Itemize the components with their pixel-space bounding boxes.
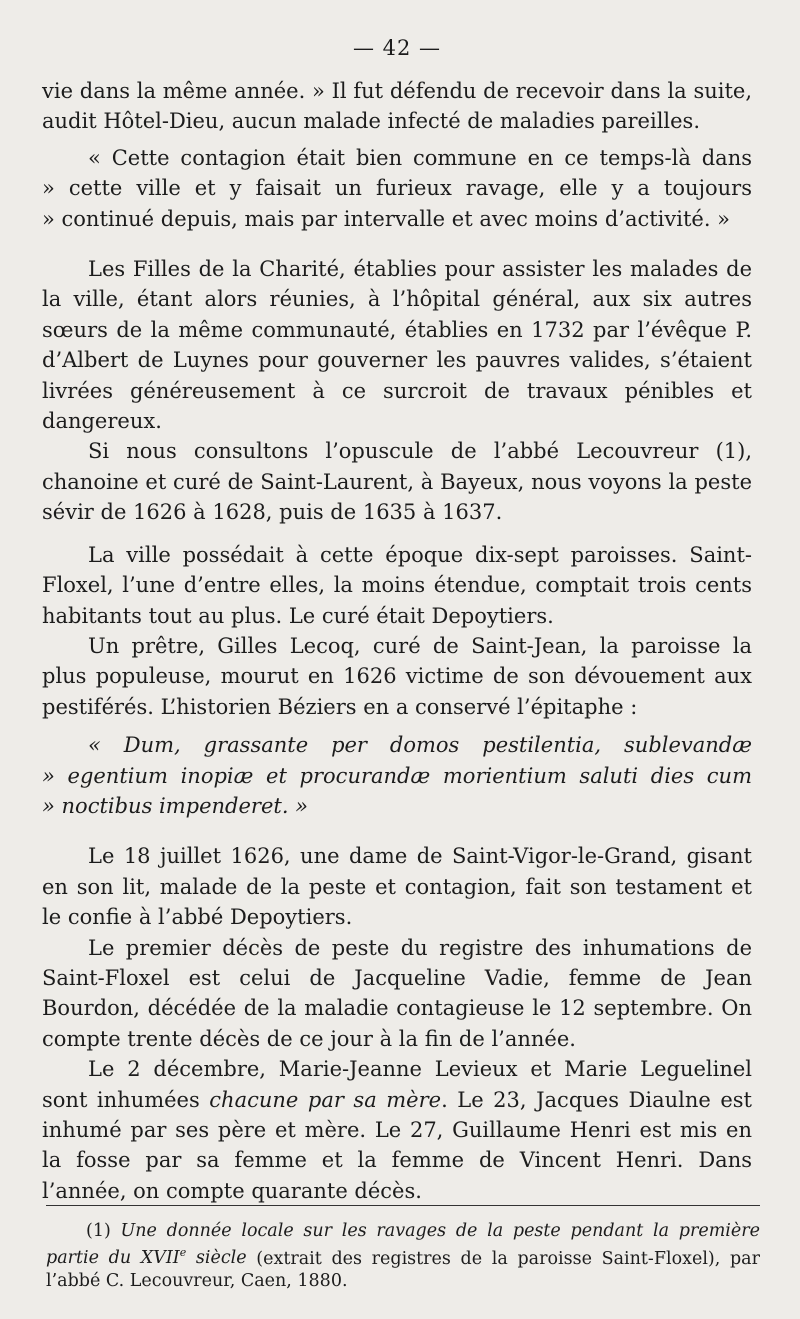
paragraph-continuation: vie dans la même année. » Il fut défendu de recevoir dans la suite, audit Hôtel-Dieu, aucun malade infecté de maladies pareilles. xyxy=(42,79,752,134)
quote-line: » continué depuis, mais par intervalle et avec moins d’activité. » xyxy=(42,206,731,231)
footnote-superscript: e xyxy=(179,1246,187,1260)
quote-line: » noctibus impenderet. » xyxy=(42,793,309,818)
quote-line: « Cette contagion était bien commune en ce temps-là dans xyxy=(88,145,752,170)
quote-line: » cette ville et y faisait un furieux ravage, elle y a toujours xyxy=(42,176,752,201)
footnote-title-text: siècle xyxy=(186,1248,247,1269)
text-run: . Le 23, Jacques Diaulne est inhumé par ses père et mère. Le 27, Guillaume Henri est mis en la fosse par sa femme et la femme de Vincent Henri. Dans l’année, on compte quarante décès. xyxy=(42,1087,752,1203)
paragraph-filles-charite: Les Filles de la Charité, établies pour assister les malades de la ville, étant alors réunies, à l’hôpital général, aux six autres sœurs de la même communauté, établies en 1732 par l’évêque P. d’Albert de Luynes pour gouverner les pauvres valides, s’étaient livrées généreusement à ce surcroit de travaux pénibles et dangereux. xyxy=(42,257,752,434)
paragraph-paroisses: La ville possédait à cette époque dix-sept paroisses. Saint-Floxel, l’une d’entre elles, la moins étendue, comptait trois cents habitants tout au plus. Le curé était Depoytiers. xyxy=(42,542,752,628)
page-number: — 42 — xyxy=(352,36,442,60)
paragraph-lecouvreur: Si nous consultons l’opuscule de l’abbé Lecouvreur (1), chanoine et curé de Saint-Laurent, à Bayeux, nous voyons la peste sévir de 1626 à 1628, puis de 1635 à 1637. xyxy=(42,439,752,525)
footnote-divider xyxy=(46,1205,760,1206)
footnote-marker: (1) xyxy=(86,1221,111,1241)
paragraph-premier-deces: Le premier décès de peste du registre des inhumations de Saint-Floxel est celui de Jacqueline Vadie, femme de Jean Bourdon, décédée de la maladie contagieuse le 12 septembre. On compte trente décès de ce jour à la fin de l’année. xyxy=(42,935,752,1051)
body-text xyxy=(42,76,752,1206)
text-run: Le 2 décembre, Marie-Jeanne Levieux et Marie Leguelinel sont inhumées xyxy=(42,1057,752,1112)
italic-phrase: chacune par sa mère xyxy=(209,1087,442,1112)
paragraph-gilles-lecoq: Un prêtre, Gilles Lecoq, curé de Saint-Jean, la paroisse la plus populeuse, mourut en 1626 victime de son dévouement aux pestiférés. L’historien Béziers en a conservé l’épitaphe : xyxy=(42,633,752,719)
footnote-rest: (extrait des registres de la paroisse Saint-Floxel), par l’abbé C. Lecouvreur, Caen, 1880. xyxy=(46,1248,760,1291)
quote-chronicle xyxy=(42,143,752,234)
footnote-title-text: Une donnée locale sur les ravages de la peste pendant la première partie du XVII xyxy=(46,1221,760,1269)
paragraph-decembre xyxy=(42,1054,752,1206)
paragraph-testament: Le 18 juillet 1626, une dame de Saint-Vigor-le-Grand, gisant en son lit, malade de la peste et contagion, fait son testament et le confie à l’abbé Depoytiers. xyxy=(42,844,752,930)
quote-epitaph xyxy=(42,730,752,821)
quote-line: » egentium inopiæ et procurandæ morientium saluti dies cum xyxy=(42,763,752,788)
footnote xyxy=(46,1220,760,1292)
quote-line: « Dum, grassante per domos pestilentia, sublevandæ xyxy=(88,733,752,758)
